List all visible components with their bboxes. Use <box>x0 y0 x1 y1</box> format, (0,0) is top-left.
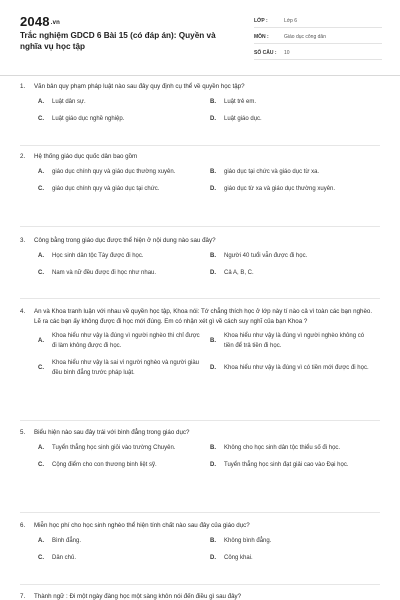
meta-row-grade <box>254 14 382 28</box>
option-d[interactable] <box>210 461 382 471</box>
option-text: Không bình đẳng. <box>224 537 272 544</box>
option-a[interactable] <box>38 444 210 454</box>
option-c[interactable] <box>38 461 210 471</box>
meta-label: LỚP : <box>254 17 268 24</box>
question-number: 2. <box>20 153 26 160</box>
option-c[interactable] <box>38 269 210 279</box>
option-letter: A. <box>38 168 44 175</box>
question-number: 3. <box>20 237 26 244</box>
option-text: Khoa hiểu như vậy là sai vì người nghèo và người giàu đều bình đẳng trước pháp luật. <box>52 360 200 376</box>
meta-value: Giáo dục công dân <box>284 33 326 40</box>
meta-value: 10 <box>284 49 290 56</box>
option-letter: D. <box>210 116 216 122</box>
option-b[interactable] <box>210 252 382 262</box>
option-text: giáo dục từ xa và giáo dục thường xuyên. <box>224 186 336 192</box>
question-5 <box>20 428 380 471</box>
meta-row-count <box>254 46 382 60</box>
option-text: Không cho học sinh dân tộc thiểu số đi học. <box>224 444 341 451</box>
question-text: Công bằng trong giáo dục được thể hiện ở nội dung nào sau đây? <box>34 237 216 244</box>
option-d[interactable] <box>210 115 382 125</box>
question-7 <box>20 592 380 600</box>
option-letter: D. <box>210 462 216 468</box>
option-text: Tuyển thẳng học sinh đạt giải cao vào Đại học. <box>224 462 349 468</box>
question-divider <box>20 584 380 585</box>
option-text: Luật giáo dục. <box>224 116 262 122</box>
option-d[interactable] <box>210 185 382 195</box>
option-text: Cộng điểm cho con thương binh liệt sỹ. <box>52 462 157 468</box>
option-letter: A. <box>38 98 44 105</box>
answer-options <box>38 537 380 564</box>
option-b[interactable] <box>210 537 382 547</box>
option-c[interactable] <box>38 359 210 378</box>
question-text: An và Khoa tranh luận với nhau về quyền học tập, Khoa nói: Tớ chẳng thích học ở lớp này tí nào cả vì toàn các bạn nghèo. Lẽ ra các bạn ấy không được đi học mới đúng. Em có nhận xét gì về cách suy nghĩ của bạn Khoa ? <box>34 308 373 325</box>
question-3 <box>20 236 380 279</box>
answer-options <box>38 332 380 378</box>
meta-row-subject <box>254 30 382 44</box>
option-letter: C. <box>38 270 44 276</box>
option-letter: B. <box>210 444 216 451</box>
question-text: Biểu hiện nào sau đây trái với bình đẳng trong giáo dục? <box>34 429 190 436</box>
option-b[interactable] <box>210 98 382 108</box>
option-letter: D. <box>210 364 216 371</box>
option-text: Khoa hiểu như vậy là đúng vì có tiền mới được đi học. <box>224 364 369 371</box>
option-letter: C. <box>38 186 44 192</box>
question-divider <box>20 298 380 299</box>
option-d[interactable] <box>210 554 382 564</box>
option-text: Dân chủ. <box>52 555 77 561</box>
option-letter: A. <box>38 252 44 259</box>
option-text: giáo dục chính quy và giáo dục thường xuyên. <box>52 168 176 175</box>
option-letter: C. <box>38 364 44 371</box>
option-letter: D. <box>210 270 216 276</box>
option-text: Người 40 tuổi vẫn được đi học. <box>224 252 308 259</box>
option-text: giáo dục chính quy và giáo dục tại chức. <box>52 186 160 192</box>
option-text: Khoa hiểu như vậy là đúng vì người nghèo không có tiền để trả tiền đi học. <box>224 333 365 349</box>
document-title: Trắc nghiệm GDCD 6 Bài 15 (có đáp án): Quyền và nghĩa vụ học tập <box>20 31 216 51</box>
option-letter: A. <box>38 444 44 451</box>
option-text: Khoa hiểu như vậy là đúng vì người nghèo thì chỉ được đi làm không được đi học. <box>52 333 200 349</box>
option-a[interactable] <box>38 98 210 108</box>
option-letter: B. <box>210 337 216 344</box>
site-logo[interactable] <box>20 14 60 29</box>
logo-tld: .vn <box>50 19 61 26</box>
question-number: 6. <box>20 522 26 529</box>
question-1 <box>20 82 380 125</box>
option-c[interactable] <box>38 554 210 564</box>
option-a[interactable] <box>38 537 210 547</box>
option-letter: B. <box>210 252 216 259</box>
question-divider <box>20 512 380 513</box>
answer-options <box>38 98 380 125</box>
option-b[interactable] <box>210 332 382 351</box>
option-d[interactable] <box>210 269 382 279</box>
question-number: 7. <box>20 593 26 600</box>
question-text: Miễn học phí cho học sinh nghèo thể hiện tính chất nào sau đây của giáo dục? <box>34 522 250 529</box>
option-c[interactable] <box>38 185 210 195</box>
option-letter: B. <box>210 168 216 175</box>
logo-main: 2048 <box>20 14 50 29</box>
option-text: Tuyển thẳng học sinh giỏi vào trường Chuyên. <box>52 444 176 451</box>
option-letter: C. <box>38 116 44 122</box>
option-a[interactable] <box>38 332 210 351</box>
option-letter: C. <box>38 555 44 561</box>
option-c[interactable] <box>38 115 210 125</box>
question-text: Văn bản quy phạm pháp luật nào sau đây quy định cụ thể về quyền học tập? <box>34 83 245 90</box>
question-text: Thành ngữ : Đi một ngày đàng học một sàng khôn nói đến điều gì sau đây? <box>34 593 242 600</box>
document-header <box>0 0 400 76</box>
question-6 <box>20 521 380 564</box>
answer-options <box>38 168 380 195</box>
option-letter: C. <box>38 462 44 468</box>
question-2 <box>20 152 380 195</box>
meta-value: Lớp 6 <box>284 17 298 24</box>
option-letter: D. <box>210 186 216 192</box>
question-divider <box>20 420 380 421</box>
meta-label: SỐ CÂU : <box>254 49 277 56</box>
option-text: Công khai. <box>224 555 253 561</box>
question-number: 1. <box>20 83 26 90</box>
option-letter: B. <box>210 98 216 105</box>
option-letter: A. <box>38 537 44 544</box>
question-text: Hệ thống giáo dục quốc dân bao gồm <box>34 153 138 160</box>
meta-label: MÔN : <box>254 33 269 40</box>
option-d[interactable] <box>210 359 382 378</box>
option-text: Bình đẳng. <box>52 537 82 544</box>
option-text: Cả A, B, C. <box>224 270 254 276</box>
option-b[interactable] <box>210 168 382 178</box>
option-a[interactable] <box>38 252 210 262</box>
option-text: Luật giáo dục nghề nghiệp. <box>52 116 125 122</box>
option-text: Luật trẻ em. <box>224 98 257 105</box>
option-letter: D. <box>210 555 216 561</box>
answer-options <box>38 444 380 471</box>
document-meta <box>254 14 382 62</box>
answer-options <box>38 252 380 279</box>
option-a[interactable] <box>38 168 210 178</box>
question-divider <box>20 226 380 227</box>
option-letter: B. <box>210 537 216 544</box>
option-b[interactable] <box>210 444 382 454</box>
option-text: giáo dục tại chức và giáo dục từ xa. <box>224 168 320 175</box>
question-divider <box>20 145 380 146</box>
option-text: Học sinh dân tộc Tày được đi học. <box>52 252 144 259</box>
option-text: Luật dân sự. <box>52 98 86 105</box>
option-text: Nam và nữ đều được đi học như nhau. <box>52 270 157 276</box>
question-number: 5. <box>20 429 26 436</box>
question-number: 4. <box>20 308 26 315</box>
option-letter: A. <box>38 337 44 344</box>
question-4 <box>20 307 380 378</box>
